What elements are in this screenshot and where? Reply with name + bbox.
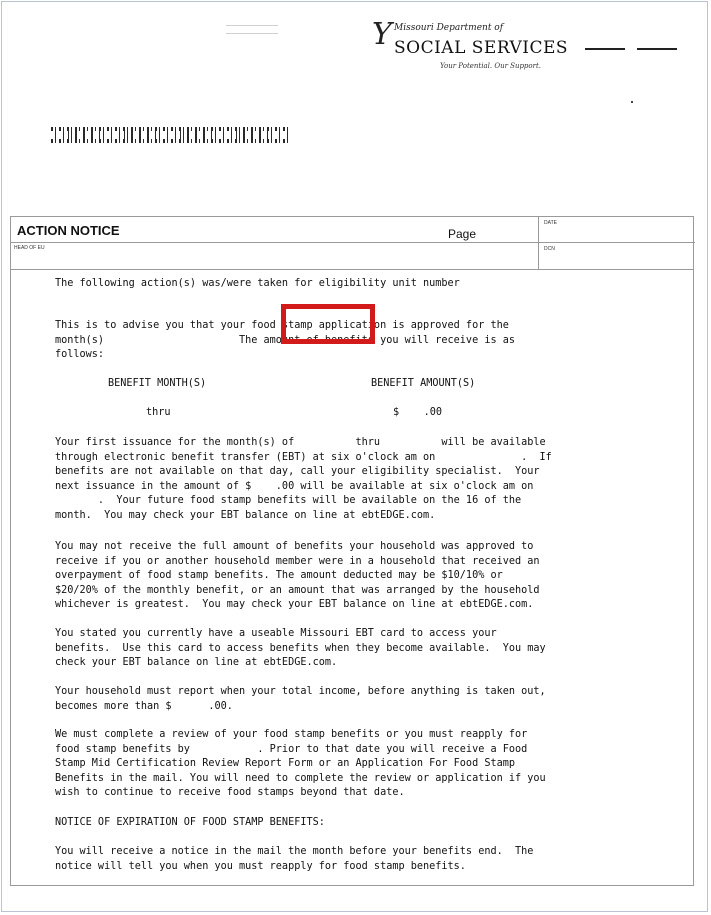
food-stamp-highlight-box [281, 304, 375, 344]
paragraph-issuance [55, 436, 552, 523]
approval-line-2: month(s) The amount of benefits you will receive is as [55, 335, 516, 346]
text-line: notice will tell you when you must reapply for food stamp benefits. [55, 860, 466, 872]
text-line: Your household must report when your total income, before anything is taken out, [55, 686, 546, 697]
paragraph-expiration [55, 845, 533, 874]
text-line: becomes more than $ .00. [55, 700, 233, 712]
eligibility-line: The following action(s) was/were taken for eligibility unit number [55, 278, 460, 289]
text-line: wish to continue to receive food stamps beyond that date. [55, 787, 405, 798]
text-line: receive if you or another household member were in a household that received an [55, 555, 540, 567]
approval-line-1: This is to advise you that your food stamp application is approved for the [55, 320, 509, 331]
text-line: overpayment of food stamp benefits. The amount deducted may be $10/10% or [55, 570, 503, 581]
text-line: You may not receive the full amount of benefits your household was approved to [55, 541, 534, 552]
scan-speck [631, 101, 633, 103]
logo-agency-name: SOCIAL SERVICES [394, 38, 569, 58]
top-faint-mark [226, 25, 278, 26]
text-line: next issuance in the amount of $ .00 will be available at six o'clock am on [55, 480, 534, 492]
text-line: whichever is greatest. You may check your EBT balance on line at ebtEDGE.com. [55, 599, 534, 610]
form-divider [11, 269, 693, 270]
paragraph-ebt-card [55, 627, 546, 671]
text-line: We must complete a review of your food stamp benefits or you must reapply for [55, 729, 528, 740]
text-line: Stamp Mid Certification Review Report Form or an Application For Food Stamp [55, 758, 516, 769]
paragraph-overpayment [55, 540, 540, 613]
text-line: benefits. Use this card to access benefits when they become available. You may [55, 642, 546, 654]
text-line: $20/20% of the monthly benefit, or an amount that was arranged by the household [55, 584, 540, 596]
head-of-eu-label: HEAD OF EU [14, 245, 45, 251]
paragraph-income-report [55, 685, 546, 714]
text-line: . Your future food stamp benefits will be available on the 16 of the [55, 495, 522, 506]
logo-tagline: Your Potential. Our Support. [440, 62, 542, 70]
expiration-heading: NOTICE OF EXPIRATION OF FOOD STAMP BENEFITS: [55, 817, 325, 828]
benefit-row-thru: thru [146, 407, 171, 418]
text-line: Your first issuance for the month(s) of thru will be available [55, 437, 546, 448]
logo-department-line: Missouri Department of [394, 23, 504, 33]
form-divider-vertical [538, 217, 539, 269]
dcn-label: DCN [544, 246, 555, 252]
barcode-pattern [51, 131, 289, 139]
text-line: check your EBT balance on line at ebtEDGE.com. [55, 657, 338, 668]
text-line: through electronic benefit transfer (EBT) at six o'clock am on . If [55, 451, 552, 463]
approval-line-3: follows: [55, 349, 105, 360]
header-dash [585, 48, 625, 50]
text-line: You will receive a notice in the mail the month before your benefits end. The [55, 846, 534, 857]
benefit-amount-header: BENEFIT AMOUNT(S) [371, 378, 476, 389]
text-line: benefits are not available on that day, call your eligibility specialist. Your [55, 466, 540, 477]
notice-title: ACTION NOTICE [17, 223, 120, 238]
date-label: DATE [544, 220, 557, 226]
dss-logo [372, 17, 569, 77]
benefit-month-header: BENEFIT MONTH(S) [108, 378, 207, 389]
benefit-row-amount: $ .00 [393, 407, 443, 418]
text-line: food stamp benefits by . Prior to that date you will receive a Food [55, 743, 528, 755]
text-line: Benefits in the mail. You will need to complete the review or application if you [55, 772, 546, 784]
text-line: month. You may check your EBT balance on line at ebtEDGE.com. [55, 509, 436, 521]
header-dash [637, 48, 677, 50]
paragraph-review [55, 728, 546, 801]
form-divider [11, 242, 538, 243]
page-label: Page [448, 227, 477, 241]
logo-mark-icon: Y [372, 17, 392, 52]
top-faint-mark [226, 33, 278, 34]
form-divider [538, 242, 695, 243]
text-line: You stated you currently have a useable Missouri EBT card to access your [55, 628, 497, 639]
